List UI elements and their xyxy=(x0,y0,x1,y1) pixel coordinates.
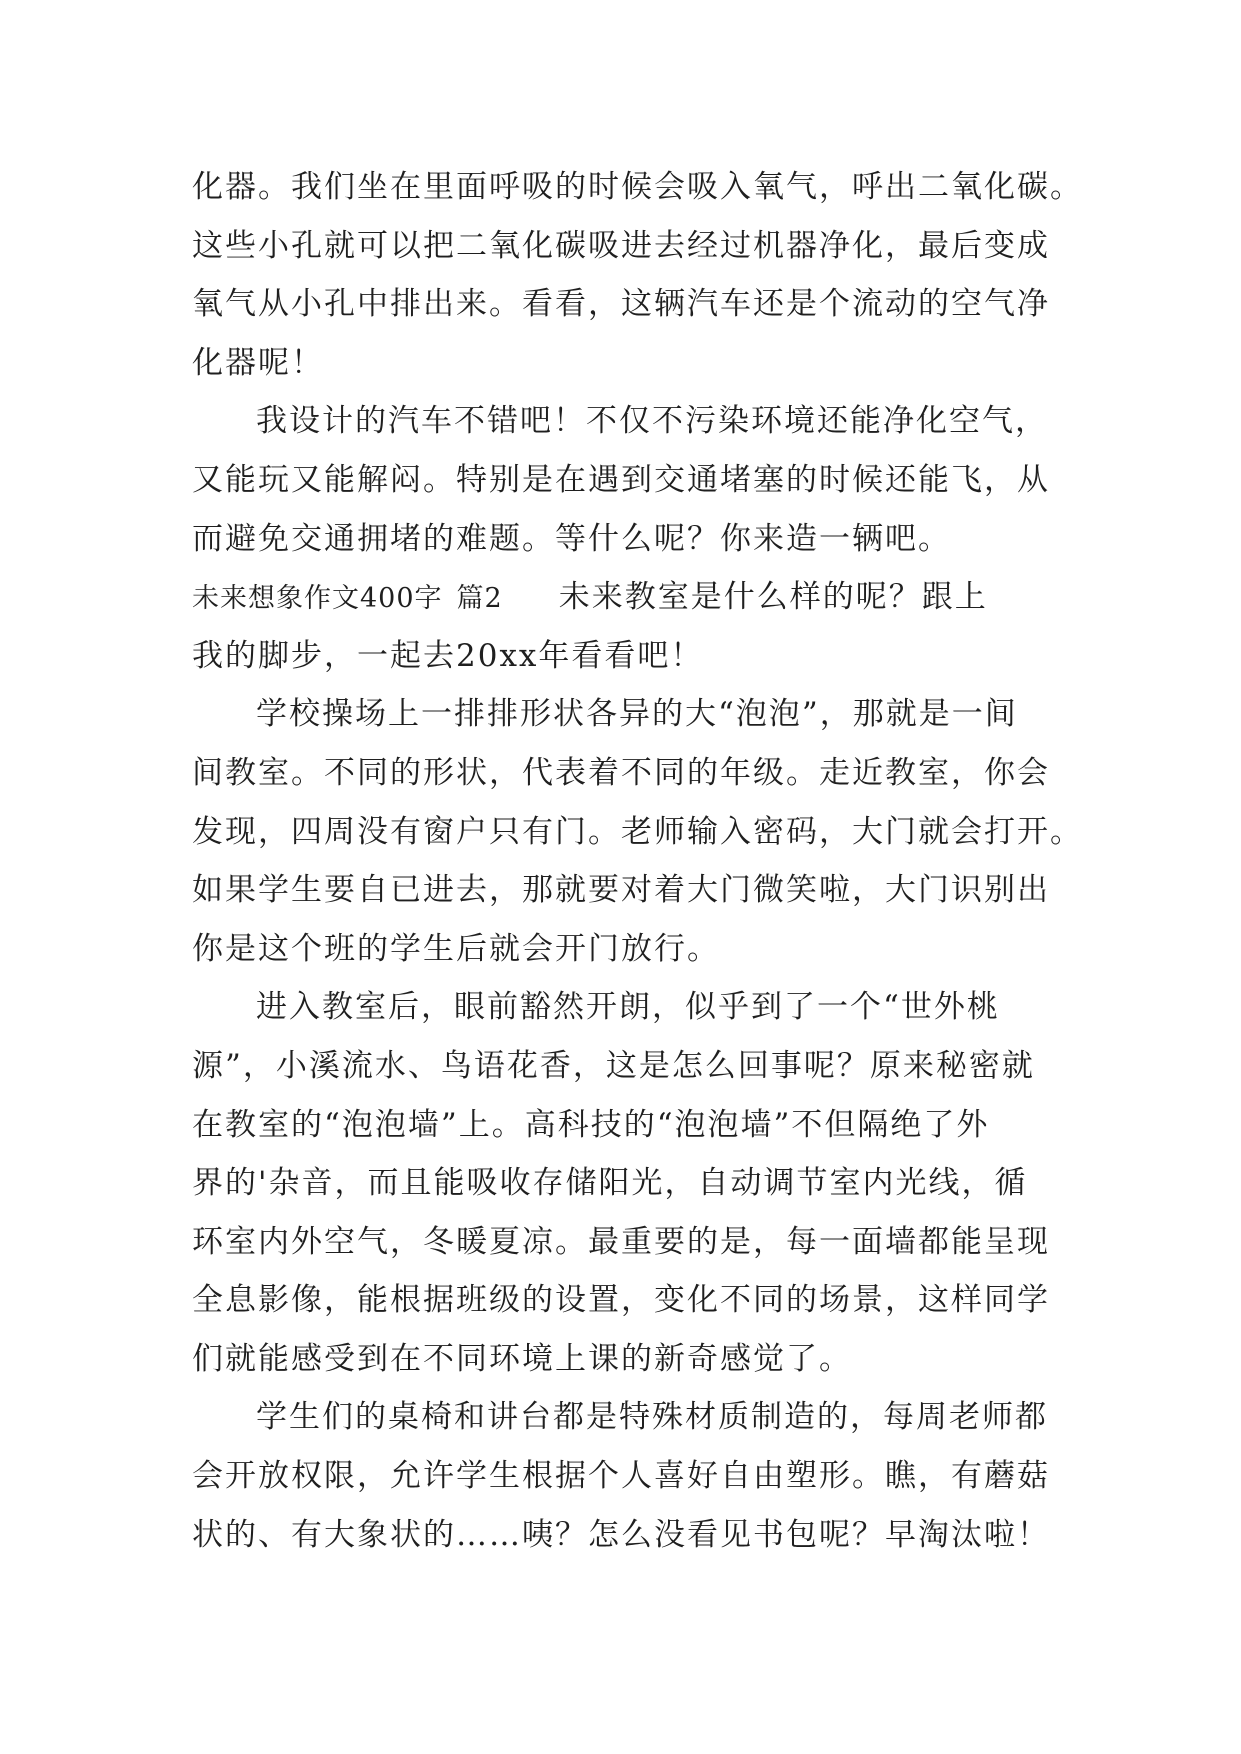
text-line: 我设计的汽车不错吧！不仅不污染环境还能净化空气， xyxy=(256,403,1048,440)
text-line: 界的'杂音，而且能吸收存储阳光，自动调节室内光线，循 xyxy=(192,1165,1028,1202)
text-line: 学校操场上一排排形状各异的大“泡泡”，那就是一间 xyxy=(256,696,1018,733)
text-line: 在教室的“泡泡墙”上。高科技的“泡泡墙”不但隔绝了外 xyxy=(192,1106,990,1143)
section-title: 未来想象作文400字 xyxy=(192,583,443,615)
text-line: 而避免交通拥堵的难题。等什么呢？你来造一辆吧。 xyxy=(192,520,951,557)
text-line: 会开放权限，允许学生根据个人喜好自由塑形。瞧，有蘑菇 xyxy=(192,1458,1050,1495)
text-line: 我的脚步，一起去20xx年看看吧！ xyxy=(192,637,704,674)
text-line: 学生们的桌椅和讲台都是特殊材质制造的，每周老师都 xyxy=(256,1399,1048,1436)
text-line: 又能玩又能解闷。特别是在遇到交通堵塞的时候还能飞，从 xyxy=(192,461,1050,498)
text-line: 如果学生要自已进去，那就要对着大门微笑啦，大门识别出 xyxy=(192,872,1050,909)
text-line: 这些小孔就可以把二氧化碳吸进去经过机器净化，最后变成 xyxy=(192,227,1050,264)
section-first-line: 未来教室是什么样的呢？跟上 xyxy=(558,579,988,616)
text-line: 间教室。不同的形状，代表着不同的年级。走近教室，你会 xyxy=(192,754,1050,791)
section-label: 篇2 xyxy=(456,583,503,615)
text-line: 进入教室后，眼前豁然开朗，似乎到了一个“世外桃 xyxy=(256,989,1000,1026)
text-line: 化器。我们坐在里面呼吸的时候会吸入氧气，呼出二氧化碳。 xyxy=(192,169,1083,205)
text-line: 源”，小溪流水、鸟语花香，这是怎么回事呢？原来秘密就 xyxy=(192,1047,1035,1084)
essay-body xyxy=(192,158,1083,1564)
text-line: 发现，四周没有窗户只有门。老师输入密码，大门就会打开。 xyxy=(192,813,1083,850)
text-line: 化器呢！ xyxy=(192,344,324,381)
section-heading-line xyxy=(192,568,1072,627)
text-line: 氧气从小孔中排出来。看看，这辆汽车还是个流动的空气净 xyxy=(192,286,1050,323)
text-line: 你是这个班的学生后就会开门放行。 xyxy=(192,930,720,967)
text-line: 状的、有大象状的……咦？怎么没看见书包呢？早淘汰啦！ xyxy=(192,1516,1050,1553)
text-line: 全息影像，能根据班级的设置，变化不同的场景，这样同学 xyxy=(192,1282,1050,1319)
text-line: 环室内外空气，冬暖夏凉。最重要的是，每一面墙都能呈现 xyxy=(192,1223,1050,1260)
text-line: 们就能感受到在不同环境上课的新奇感觉了。 xyxy=(192,1340,852,1377)
